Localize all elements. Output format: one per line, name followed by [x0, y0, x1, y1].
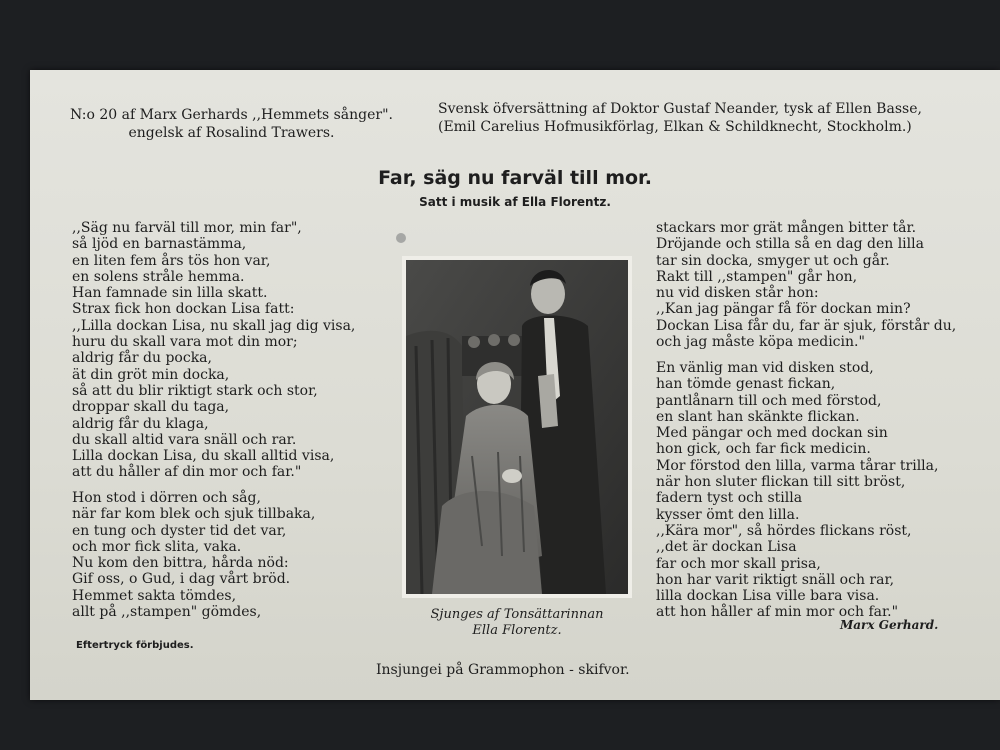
stanza-4 [656, 360, 938, 621]
verse-line: ,,Säg nu farväl till mor, min far", [72, 220, 302, 236]
stain-mark [396, 233, 406, 243]
header-right: Svensk öfversättning af Doktor Gustaf Neander, tysk af Ellen Basse, (Emil Carelius Hofmusikförlag, Elkan & Schildknecht, Stockholm.) [438, 101, 922, 135]
verse-line: nu vid disken står hon: [656, 285, 819, 302]
verse-line: så ljöd en barnastämma, [72, 236, 247, 253]
postcard [30, 70, 1000, 700]
verse-line: tar sin docka, smyger ut och går. [656, 252, 890, 269]
verse-line: aldrig får du klaga, [72, 415, 209, 432]
verse-line: att hon håller af min mor och far." [656, 604, 899, 621]
verse-line: när far kom blek och sjuk tillbaka, [72, 506, 316, 523]
verse-line: stackars mor grät mången bitter tår. [656, 220, 917, 236]
verse-line: En vänlig man vid disken stod, [656, 360, 874, 376]
verse-line: Dockan Lisa får du, far är sjuk, förstår du, [656, 317, 957, 334]
verse-line: Han famnade sin lilla skatt. [72, 285, 268, 302]
verse-line: ,,det är dockan Lisa [656, 539, 797, 556]
verse-line: pantlånarn till och med förstod, [656, 392, 882, 409]
verse-line: hon har varit riktigt snäll och rar, [656, 571, 895, 588]
verse-line: ,,Kära mor", så hördes flickans röst, [656, 522, 912, 539]
verse-line: Hon stod i dörren och såg, [72, 490, 261, 506]
verse-line: en liten fem års tös hon var, [72, 252, 271, 269]
caption-line: Sjunges af Tonsättarinnan [430, 607, 604, 622]
stanza-1 [72, 220, 355, 481]
verse-line: allt på ,,stampen" gömdes, [72, 604, 262, 621]
verse-line: du skall altid vara snäll och rar. [72, 431, 297, 448]
verse-line: huru du skall vara mot din mor; [72, 334, 298, 351]
verse-line: att du håller af din mor och far." [72, 464, 302, 481]
verse-line: när hon sluter flickan till sitt bröst, [656, 474, 906, 491]
verse-line: kysser ömt den lilla. [656, 506, 800, 523]
verse-line: och mor fick slita, vaka. [72, 538, 242, 555]
verse-line: ät din gröt min docka, [72, 366, 230, 383]
verse-line: droppar skall du taga, [72, 399, 230, 416]
verse-line: aldrig får du pocka, [72, 350, 212, 367]
portrait-photo [402, 256, 632, 598]
song-title: Far, säg nu farväl till mor. [378, 167, 652, 189]
author-signature: Marx Gerhard. [840, 618, 939, 632]
song-subtitle: Satt i musik af Ella Florentz. [419, 195, 611, 209]
recording-note: Insjungei på Grammophon - skifvor. [376, 662, 630, 678]
verse-line: far och mor skall prisa, [656, 555, 821, 572]
verse-line: en slant han skänkte flickan. [656, 408, 860, 425]
verse-line: Mor förstod den lilla, varma tårar trilla, [656, 457, 939, 474]
verse-line: en solens stråle hemma. [72, 268, 245, 285]
photo-caption [402, 607, 632, 639]
reprint-notice: Eftertryck förbjudes. [76, 640, 194, 651]
verse-line: Hemmet sakta tömdes, [72, 587, 237, 604]
verse-line: Lilla dockan Lisa, du skall alltid visa, [72, 448, 335, 465]
caption-line: Ella Florentz. [472, 623, 562, 638]
verse-line: Nu kom den bittra, hårda nöd: [72, 555, 289, 572]
verse-line: han tömde genast fickan, [656, 376, 836, 393]
verse-line: lilla dockan Lisa ville bara visa. [656, 588, 880, 605]
verse-line: Rakt till ,,stampen" går hon, [656, 268, 858, 285]
verse-line: Strax fick hon dockan Lisa fatt: [72, 301, 295, 318]
verse-line: Gif oss, o Gud, i dag vårt bröd. [72, 571, 291, 588]
stanza-3 [656, 220, 956, 350]
portrait-photo-image [402, 256, 632, 598]
verse-line: ,,Lilla dockan Lisa, nu skall jag dig visa, [72, 317, 356, 334]
verse-line: så att du blir riktigt stark och stor, [72, 382, 318, 399]
verse-line: ,,Kan jag pängar få för dockan min? [656, 301, 911, 318]
verse-line: Med pängar och med dockan sin [656, 425, 888, 442]
stanza-2 [72, 490, 315, 620]
verse-line: hon gick, och far fick medicin. [656, 441, 871, 458]
verse-line: Dröjande och stilla så en dag den lilla [656, 236, 924, 253]
verse-line: fadern tyst och stilla [656, 490, 803, 507]
header-left: N:o 20 af Marx Gerhards ,,Hemmets sånger". engelsk af Rosalind Trawers. [70, 107, 393, 141]
verse-line: en tung och dyster tid det var, [72, 522, 287, 539]
verse-line: och jag måste köpa medicin." [656, 334, 865, 351]
